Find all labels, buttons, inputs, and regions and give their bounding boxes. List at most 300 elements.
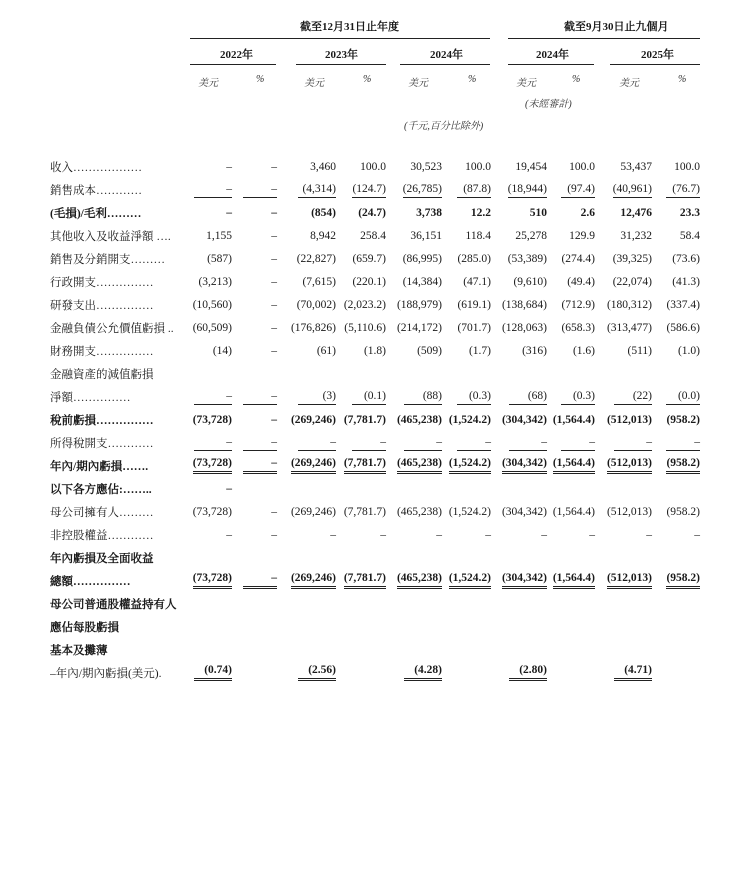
cell-text: (304,342)	[502, 457, 547, 474]
row-value	[232, 336, 277, 359]
cell-text: (1.0)	[677, 345, 700, 357]
cell-text: (1.8)	[363, 345, 386, 357]
cell-text: (87.8)	[457, 183, 491, 198]
row-value	[547, 359, 595, 382]
cell-text: –	[271, 506, 277, 518]
row-value	[652, 474, 700, 497]
row-value	[277, 497, 336, 520]
row-value	[336, 543, 386, 566]
cell-text: –	[298, 436, 336, 451]
row-value	[232, 221, 277, 244]
row-value	[232, 451, 277, 474]
cell-text: (701.7)	[457, 322, 491, 334]
cell-text: (188,979)	[396, 299, 442, 311]
cell-text: (1,524.2)	[448, 506, 491, 518]
row-value	[652, 451, 700, 474]
row-label: 銷售成本…………	[50, 185, 142, 197]
row-value	[442, 589, 491, 612]
cell-text: 12,476	[620, 207, 652, 219]
row-value	[336, 428, 386, 451]
cell-text: (24.7)	[358, 207, 386, 219]
row-value	[595, 152, 652, 175]
row-value	[232, 175, 277, 198]
row-value	[187, 198, 232, 221]
row-value	[336, 520, 386, 543]
cell-text: (220.1)	[352, 276, 386, 288]
row-value	[595, 658, 652, 681]
row-value	[652, 244, 700, 267]
unit-usd-2022: 美元	[198, 78, 218, 89]
cell-text: (2.80)	[509, 664, 547, 681]
row-value	[277, 428, 336, 451]
row-value	[491, 589, 547, 612]
row-value	[277, 635, 336, 658]
row-value	[386, 175, 442, 198]
cell-text: –	[404, 436, 442, 451]
cell-text: (9,610)	[513, 276, 547, 288]
cell-text: 510	[529, 207, 547, 219]
interim-period-header: 截至9月30日止九個月	[564, 21, 669, 33]
row-value	[442, 359, 491, 382]
row-value	[442, 336, 491, 359]
cell-text: (14,384)	[402, 276, 442, 288]
cell-text: (61)	[316, 345, 336, 357]
row-value	[187, 359, 232, 382]
cell-text: (313,477)	[606, 322, 652, 334]
row-value	[442, 382, 491, 405]
row-value	[491, 336, 547, 359]
table-row	[50, 175, 700, 198]
row-value	[547, 497, 595, 520]
row-value	[595, 175, 652, 198]
row-value	[386, 313, 442, 336]
row-value	[277, 313, 336, 336]
table-row	[50, 198, 700, 221]
cell-text: –	[271, 299, 277, 311]
row-value	[652, 152, 700, 175]
cell-text: (511)	[627, 345, 652, 357]
cell-text: –	[271, 276, 277, 288]
row-value	[442, 474, 491, 497]
thousands-note: (千元,百分比除外)	[404, 121, 484, 132]
row-value	[187, 497, 232, 520]
row-value	[386, 382, 442, 405]
row-value	[232, 405, 277, 428]
cell-text: 100.0	[465, 161, 491, 173]
cell-text: 31,232	[620, 230, 652, 242]
row-value	[595, 382, 652, 405]
row-value	[277, 290, 336, 313]
row-label: 行政開支……………	[50, 277, 154, 289]
row-label: 年內/期內虧損…….	[50, 461, 149, 473]
cell-text: (68)	[509, 390, 547, 405]
cell-text: (2.56)	[298, 664, 336, 681]
cell-text: 100.0	[569, 161, 595, 173]
cell-text: (3,213)	[198, 276, 232, 288]
cell-text: (465,238)	[396, 506, 442, 518]
row-value	[595, 405, 652, 428]
row-value	[491, 152, 547, 175]
row-label: 年內虧損及全面收益	[50, 553, 154, 565]
row-label: 研發支出……………	[50, 300, 154, 312]
row-value	[652, 221, 700, 244]
row-value	[386, 658, 442, 681]
row-value	[652, 175, 700, 198]
row-value	[187, 543, 232, 566]
row-label: 非控股權益…………	[50, 530, 154, 542]
row-value	[187, 267, 232, 290]
row-label: 財務開支……………	[50, 346, 154, 358]
year-rule-2023	[296, 64, 386, 65]
row-value	[232, 428, 277, 451]
cell-text: (658.3)	[561, 322, 595, 334]
unit-pct-2025: %	[678, 74, 687, 85]
row-value	[547, 520, 595, 543]
unit-pct-2024i: %	[572, 74, 581, 85]
table-row	[50, 451, 700, 474]
row-value	[386, 290, 442, 313]
cell-text: (285.0)	[457, 253, 491, 265]
cell-text: (76.7)	[666, 183, 700, 198]
row-value	[232, 382, 277, 405]
cell-text: –	[226, 529, 232, 541]
cell-text: –	[194, 390, 232, 405]
unit-usd-2023: 美元	[304, 78, 324, 89]
row-label: 收入………………	[50, 162, 142, 174]
row-value	[232, 497, 277, 520]
cell-text: (1,564.4)	[553, 572, 595, 589]
row-value	[491, 405, 547, 428]
cell-text: –	[485, 529, 491, 541]
row-value	[232, 359, 277, 382]
cell-text: 129.9	[569, 230, 595, 242]
cell-text: (316)	[522, 345, 547, 357]
cell-text: (124.7)	[352, 183, 386, 198]
row-value	[277, 382, 336, 405]
table-row	[50, 359, 700, 382]
row-value	[336, 359, 386, 382]
row-value	[442, 497, 491, 520]
row-value	[652, 267, 700, 290]
row-value	[277, 267, 336, 290]
row-value	[277, 405, 336, 428]
row-value	[187, 589, 232, 612]
cell-text: (269,246)	[291, 457, 336, 474]
cell-text: 100.0	[674, 161, 700, 173]
row-value	[336, 382, 386, 405]
row-value	[652, 589, 700, 612]
cell-text: (73,728)	[193, 572, 232, 589]
row-value	[386, 244, 442, 267]
row-value	[491, 543, 547, 566]
row-value	[652, 405, 700, 428]
row-label: 以下各方應佔:……..	[50, 484, 152, 496]
row-label: 所得稅開支…………	[50, 438, 154, 450]
row-value	[652, 566, 700, 589]
row-value	[595, 520, 652, 543]
row-value	[547, 198, 595, 221]
row-value	[336, 658, 386, 681]
row-value	[652, 428, 700, 451]
cell-text: 2.6	[580, 207, 595, 219]
cell-text: –	[541, 529, 547, 541]
row-value	[336, 451, 386, 474]
table-row	[50, 520, 700, 543]
cell-text: (304,342)	[501, 506, 547, 518]
row-value	[491, 474, 547, 497]
unaudited-note: (未經審計)	[525, 99, 572, 110]
row-value	[187, 474, 232, 497]
cell-text: (7,781.7)	[343, 506, 386, 518]
row-value	[491, 359, 547, 382]
cell-text: 23.3	[679, 207, 700, 219]
cell-text: (0.1)	[352, 390, 386, 405]
row-label: 金融負債公允價值虧損 ..	[50, 323, 174, 335]
cell-text: –	[561, 436, 595, 451]
row-value	[386, 152, 442, 175]
table-row	[50, 382, 700, 405]
year-2023: 2023年	[325, 49, 358, 61]
unit-usd-2024i: 美元	[516, 78, 536, 89]
row-value	[386, 336, 442, 359]
cell-text: (14)	[212, 345, 232, 357]
cell-text: (7,781.7)	[344, 572, 386, 589]
cell-text: (3)	[298, 390, 336, 405]
cell-text: 1,155	[206, 230, 232, 242]
cell-text: (586.6)	[666, 322, 700, 334]
cell-text: (7,781.7)	[343, 414, 386, 426]
cell-text: (10,560)	[192, 299, 232, 311]
cell-text: (1,564.4)	[552, 506, 595, 518]
cell-text: 100.0	[360, 161, 386, 173]
row-value	[386, 635, 442, 658]
row-value	[595, 336, 652, 359]
cell-text: –	[243, 183, 277, 198]
row-value	[652, 290, 700, 313]
cell-text: (0.0)	[666, 390, 700, 405]
row-value	[652, 520, 700, 543]
table-row	[50, 152, 700, 175]
row-label: –年內/期內虧損(美元).	[50, 668, 162, 680]
row-value	[187, 313, 232, 336]
row-value	[386, 198, 442, 221]
cell-text: (97.4)	[561, 183, 595, 198]
row-value	[187, 152, 232, 175]
table-row	[50, 428, 700, 451]
row-value	[277, 474, 336, 497]
cell-text: –	[271, 253, 277, 265]
cell-text: –	[243, 390, 277, 405]
cell-text: (1,564.4)	[552, 414, 595, 426]
cell-text: 12.2	[470, 207, 491, 219]
row-value	[442, 566, 491, 589]
row-value	[277, 658, 336, 681]
cell-text: (5,110.6)	[344, 322, 386, 334]
row-value	[595, 612, 652, 635]
year-2025-interim: 2025年	[641, 49, 674, 61]
unit-usd-2024a: 美元	[408, 78, 428, 89]
row-value	[491, 290, 547, 313]
row-value	[652, 359, 700, 382]
row-value	[547, 267, 595, 290]
row-value	[277, 221, 336, 244]
row-value	[491, 428, 547, 451]
row-value	[595, 635, 652, 658]
row-value	[491, 658, 547, 681]
row-value	[491, 520, 547, 543]
row-value	[442, 152, 491, 175]
row-value	[277, 359, 336, 382]
unit-pct-2024a: %	[468, 74, 477, 85]
row-value	[336, 290, 386, 313]
row-value	[547, 313, 595, 336]
row-value	[547, 152, 595, 175]
cell-text: (0.74)	[194, 664, 232, 681]
cell-text: (2,023.2)	[343, 299, 386, 311]
cell-text: (337.4)	[666, 299, 700, 311]
row-value	[277, 175, 336, 198]
cell-text: –	[271, 230, 277, 242]
cell-text: (854)	[311, 207, 336, 219]
table-row	[50, 589, 700, 612]
cell-text: (512,013)	[606, 414, 652, 426]
cell-text: –	[457, 436, 491, 451]
cell-text: –	[226, 161, 232, 173]
cell-text: (70,002)	[296, 299, 336, 311]
cell-text: (269,246)	[290, 506, 336, 518]
row-value	[547, 244, 595, 267]
row-value	[277, 589, 336, 612]
cell-text: (587)	[207, 253, 232, 265]
cell-text: –	[352, 436, 386, 451]
cell-text: (1,564.4)	[553, 457, 595, 474]
row-value	[277, 612, 336, 635]
cell-text: 8,942	[310, 230, 336, 242]
cell-text: (18,944)	[508, 183, 547, 198]
cell-text: (176,826)	[290, 322, 336, 334]
table-row	[50, 313, 700, 336]
row-value	[277, 451, 336, 474]
cell-text: (509)	[417, 345, 442, 357]
cell-text: –	[646, 529, 652, 541]
interim-header-rule	[508, 38, 700, 39]
row-value	[442, 267, 491, 290]
table-row	[50, 612, 700, 635]
row-value	[336, 405, 386, 428]
cell-text: (1.6)	[572, 345, 595, 357]
row-value	[232, 520, 277, 543]
row-value	[652, 658, 700, 681]
row-label: 銷售及分銷開支………	[50, 254, 165, 266]
row-value	[232, 290, 277, 313]
row-label: 其他收入及收益淨額 ….	[50, 231, 171, 243]
row-value	[652, 612, 700, 635]
cell-text: (269,246)	[290, 414, 336, 426]
row-value	[232, 198, 277, 221]
row-value	[595, 221, 652, 244]
cell-text: –	[226, 207, 232, 219]
row-value	[491, 497, 547, 520]
row-value	[386, 359, 442, 382]
cell-text: 258.4	[360, 230, 386, 242]
table-row	[50, 658, 700, 681]
cell-text: –	[436, 529, 442, 541]
cell-text: (465,238)	[397, 572, 442, 589]
cell-text: 25,278	[515, 230, 547, 242]
row-value	[491, 244, 547, 267]
row-value	[547, 428, 595, 451]
cell-text: (958.2)	[666, 506, 700, 518]
row-label: 基本及攤薄	[50, 645, 108, 657]
cell-text: –	[243, 457, 277, 474]
cell-text: 36,151	[410, 230, 442, 242]
cell-text: (22,074)	[612, 276, 652, 288]
row-value	[652, 543, 700, 566]
row-value	[595, 566, 652, 589]
row-value	[547, 221, 595, 244]
row-value	[386, 566, 442, 589]
row-value	[232, 612, 277, 635]
row-value	[336, 221, 386, 244]
table-row	[50, 543, 700, 566]
cell-text: 3,738	[416, 207, 442, 219]
row-value	[336, 267, 386, 290]
cell-text: (465,238)	[396, 414, 442, 426]
cell-text: (619.1)	[457, 299, 491, 311]
cell-text: (512,013)	[607, 457, 652, 474]
row-value	[547, 612, 595, 635]
row-value	[547, 290, 595, 313]
row-value	[386, 221, 442, 244]
cell-text: (128,063)	[501, 322, 547, 334]
row-value	[595, 198, 652, 221]
row-value	[442, 221, 491, 244]
row-value	[442, 405, 491, 428]
row-label: 稅前虧損……………	[50, 415, 154, 427]
row-value	[442, 290, 491, 313]
cell-text: –	[666, 436, 700, 451]
row-value	[491, 612, 547, 635]
cell-text: (1,524.2)	[449, 572, 491, 589]
row-value	[442, 543, 491, 566]
row-value	[187, 175, 232, 198]
row-value	[547, 566, 595, 589]
row-value	[232, 267, 277, 290]
cell-text: (659.7)	[352, 253, 386, 265]
row-value	[595, 267, 652, 290]
row-value	[595, 474, 652, 497]
row-value	[547, 543, 595, 566]
row-value	[547, 451, 595, 474]
cell-text: (0.3)	[457, 390, 491, 405]
row-label: 母公司普通股權益持有人	[50, 599, 177, 611]
cell-text: –	[194, 436, 232, 451]
table-row	[50, 244, 700, 267]
cell-text: (4,314)	[298, 183, 336, 198]
row-value	[187, 244, 232, 267]
row-label: 應佔每股虧損	[50, 622, 119, 634]
row-value	[336, 244, 386, 267]
row-value	[595, 428, 652, 451]
row-value	[595, 313, 652, 336]
row-value	[386, 405, 442, 428]
table-row	[50, 267, 700, 290]
cell-text: –	[271, 414, 277, 426]
cell-text: (73,728)	[192, 414, 232, 426]
row-value	[491, 451, 547, 474]
cell-text: –	[589, 529, 595, 541]
row-value	[336, 635, 386, 658]
